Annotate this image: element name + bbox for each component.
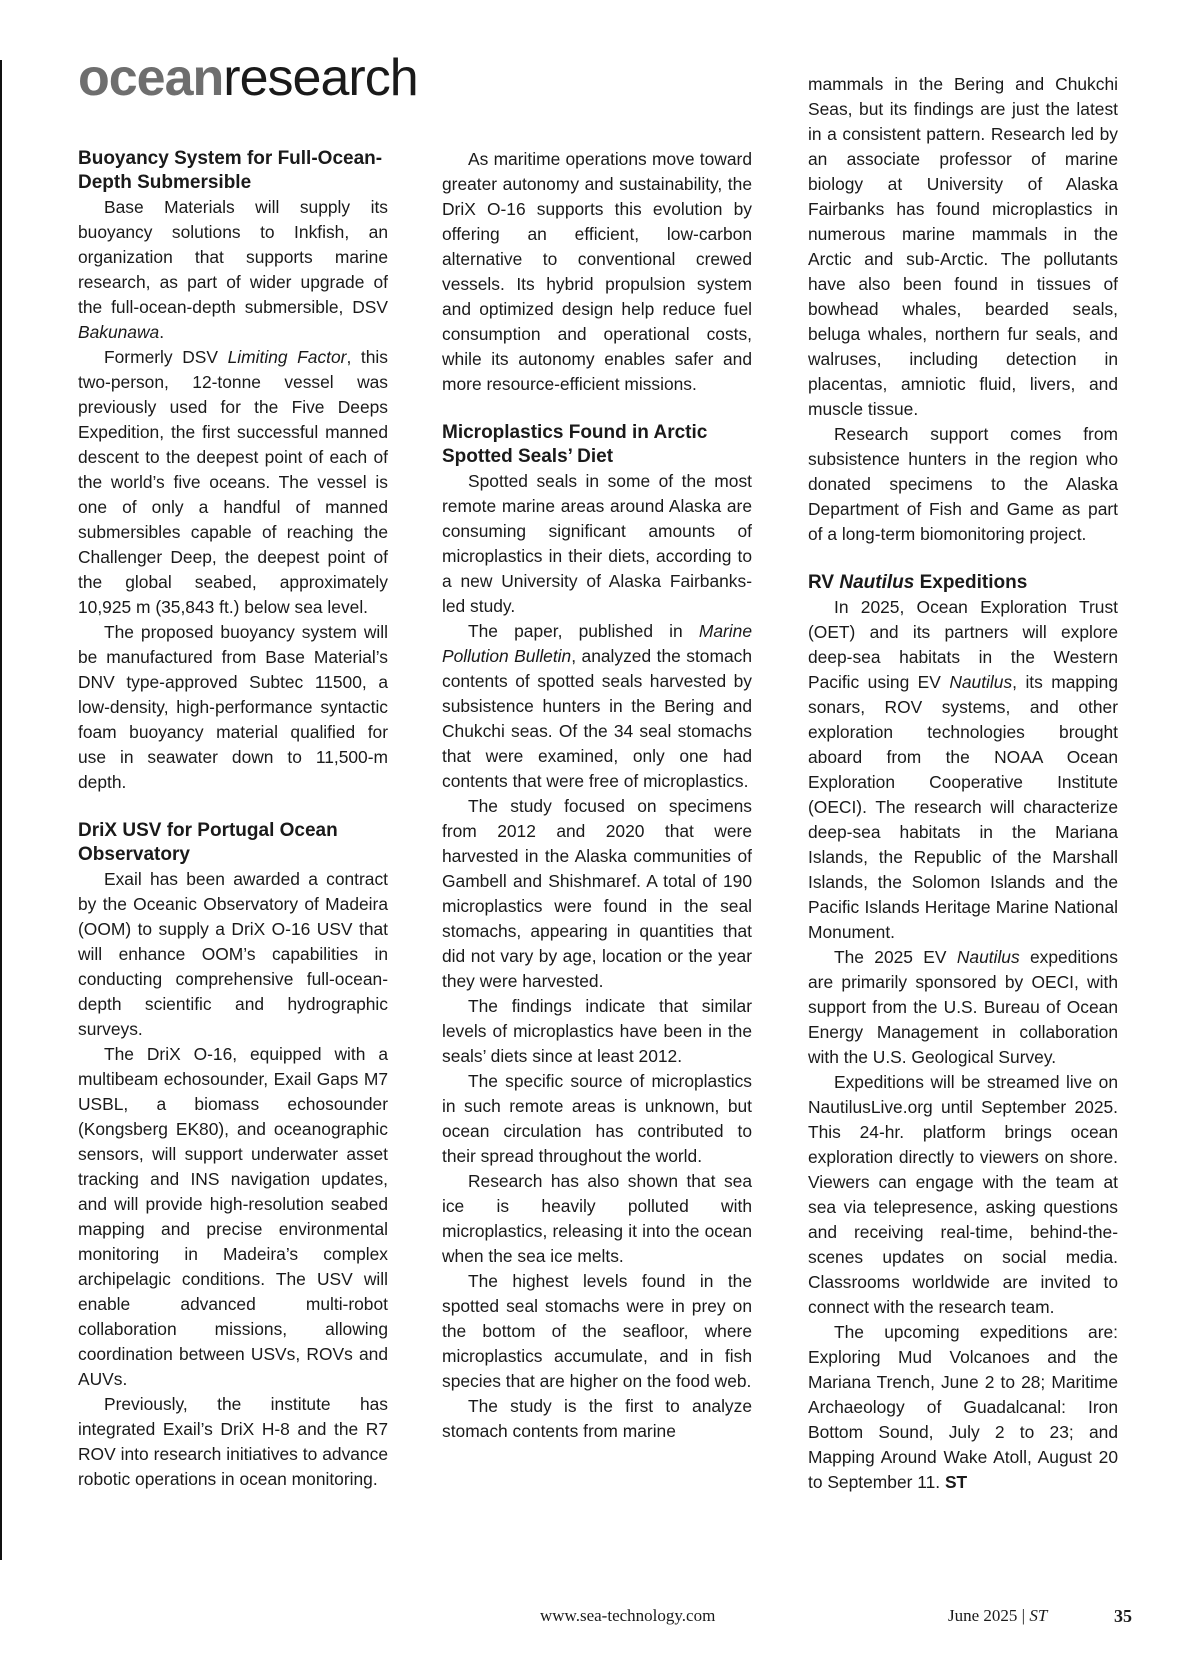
paragraph: As maritime operations move toward greater autonomy and sustainability, the DriX O-16 supports this evolution by offering an efficient, low-carbon alternative to conventional crewed vessels. Its hybrid propulsion system and optimized design help reduce fuel consumption and operational costs, while its autonomy enables safer and more resource-efficient missions. [442,149,752,394]
paragraph: The findings indicate that similar levels of microplastics have been in the seals’ diets since at least 2012. [442,996,752,1066]
paragraph: In 2025, Ocean Exploration Trust (OET) and its partners will explore deep-sea habitats in the Western Pacific using EV Nautilus, its mapping sonars, ROV systems, and other exploration technologies brought aboard from the NOAA Ocean Exploration Cooperative Institute (OECI). The research will characterize deep-sea habitats in the Mariana Islands, the Republic of the Marshall Islands, the Solomon Islands and the Pacific Islands Heritage Marine National Monument. [808,597,1118,942]
masthead-research: research [223,49,418,107]
paragraph: The study is the first to analyze stomach contents from marine [442,1396,752,1441]
paragraph: The 2025 EV Nautilus expeditions are primarily sponsored by OECI, with support from the U.S. Bureau of Ocean Energy Management in collaboration with the U.S. Geological Survey. [808,947,1118,1067]
paragraph: Research support comes from subsistence hunters in the region who donated specimens to the Alaska Department of Fish and Game as part of a long-term biomonitoring project. [808,424,1118,544]
end-mark: ST [944,1472,968,1492]
column-3 [808,72,1118,1495]
page-number: 35 [1114,1606,1132,1626]
paragraph: Previously, the institute has integrated Exail’s DriX H-8 and the R7 ROV into research initiatives to advance robotic operations in ocean monitoring. [78,1394,388,1489]
paragraph: Formerly DSV Limiting Factor, this two-person, 12-tonne vessel was previously used for the Five Deeps Expedition, the first successful manned descent to the deepest point of each of the world’s five oceans. The vessel is one of only a handful of manned submersibles capable of reaching the Challenger Deep, the deepest point of the global seabed, approximately 10,925 m (35,843 ft.) below sea level. [78,347,388,617]
paragraph: The highest levels found in the spotted seal stomachs were in prey on the bottom of the seafloor, where microplastics accumulate, and in fish species that are higher on the food web. [442,1271,752,1391]
headline-buoyancy-system: Buoyancy System for Full-Ocean-Depth Submersible [78,148,383,193]
page-edge-rule [0,60,2,1560]
paragraph: Spotted seals in some of the most remote marine areas around Alaska are consuming significant amounts of microplastics in their diets, according to a new University of Alaska Fairbanks-led study. [442,471,752,616]
paragraph: The upcoming expeditions are: Exploring Mud Volcanoes and the Mariana Trench, June 2 to 28; Maritime Archaeology of Guadalcanal: Iron Bottom Sound, July 2 to 23; and Mapping Around Wake Atoll, August 20 to September 11. ST [808,1322,1118,1492]
paragraph: Expeditions will be streamed live on NautilusLive.org until September 2025. This 24-hr. platform brings ocean exploration directly to viewers on shore. Viewers can engage with the team at sea via telepresence, asking questions and receiving real-time, behind-the-scenes updates on social media. Classrooms worldwide are invited to connect with the research team. [808,1072,1118,1317]
article-nautilus-expeditions [808,571,1118,1495]
paragraph: Base Materials will supply its buoyancy solutions to Inkfish, an organization that supports marine research, as part of wider upgrade of the full-ocean-depth submersible, DSV Bakunawa. [78,197,388,342]
article-microplastics-seals [442,421,752,1444]
footer-issue: June 2025 | ST [948,1606,1048,1625]
paragraph: The specific source of microplastics in such remote areas is unknown, but ocean circulation has contributed to their spread throughout the world. [442,1071,752,1166]
paragraph: mammals in the Bering and Chukchi Seas, but its findings are just the latest in a consistent pattern. Research led by an associate professor of marine biology at University of Alaska Fairbanks has found microplastics in numerous marine mammals in the Arctic and sub-Arctic. The pollutants have also been found in tissues of bowhead whales, bearded seals, beluga whales, northern fur seals, and walruses, including detection in placentas, amniotic fluid, livers, and muscle tissue. [808,74,1118,419]
paragraph: Exail has been awarded a contract by the Oceanic Observatory of Madeira (OOM) to supply a DriX O-16 USV that will enhance OOM’s capabilities in conducting comprehensive full-ocean-depth scientific and hydrographic surveys. [78,869,388,1039]
article-drix-usv [78,819,388,1492]
paragraph: The study focused on specimens from 2012 and 2020 that were harvested in the Alaska communities of Gambell and Shishmaref. A total of 190 microplastics were found in the seal stomachs, appearing in quantities that did not vary by age, location or the year they were harvested. [442,796,752,991]
headline-drix-usv: DriX USV for Portugal Ocean Observatory [78,820,338,865]
column-2 [442,147,752,1444]
section-masthead [78,49,418,107]
paragraph: Research has also shown that sea ice is heavily polluted with microplastics, releasing it into the ocean when the sea ice melts. [442,1171,752,1266]
footer-url: www.sea-technology.com [540,1606,716,1625]
headline-microplastics: Microplastics Found in Arctic Spotted Seals’ Diet [442,422,708,467]
column-1 [78,147,388,1492]
paragraph: The DriX O-16, equipped with a multibeam echosounder, Exail Gaps M7 USBL, a biomass echosounder (Kongsberg EK80), and oceanographic sensors, will support underwater asset tracking and INS navigation updates, and will provide high-resolution seabed mapping and precise environmental monitoring in Madeira’s complex archipelagic conditions. The USV will enable advanced multi-robot collaboration missions, allowing coordination between USVs, ROVs and AUVs. [78,1044,388,1389]
paragraph: The paper, published in Marine Pollution Bulletin, analyzed the stomach contents of spotted seals harvested by subsistence hunters in the Bering and Chukchi seas. Of the 34 seal stomachs that were examined, only one had contents that were free of microplastics. [442,621,752,791]
masthead-ocean: ocean [78,49,224,107]
paragraph: The proposed buoyancy system will be manufactured from Base Material’s DNV type-approved Subtec 11500, a low-density, high-performance syntactic foam buoyancy material qualified for use in seawater down to 11,500-m depth. [78,622,388,792]
article-buoyancy-system [78,147,388,795]
headline-nautilus: RV Nautilus Expeditions [808,572,1028,593]
